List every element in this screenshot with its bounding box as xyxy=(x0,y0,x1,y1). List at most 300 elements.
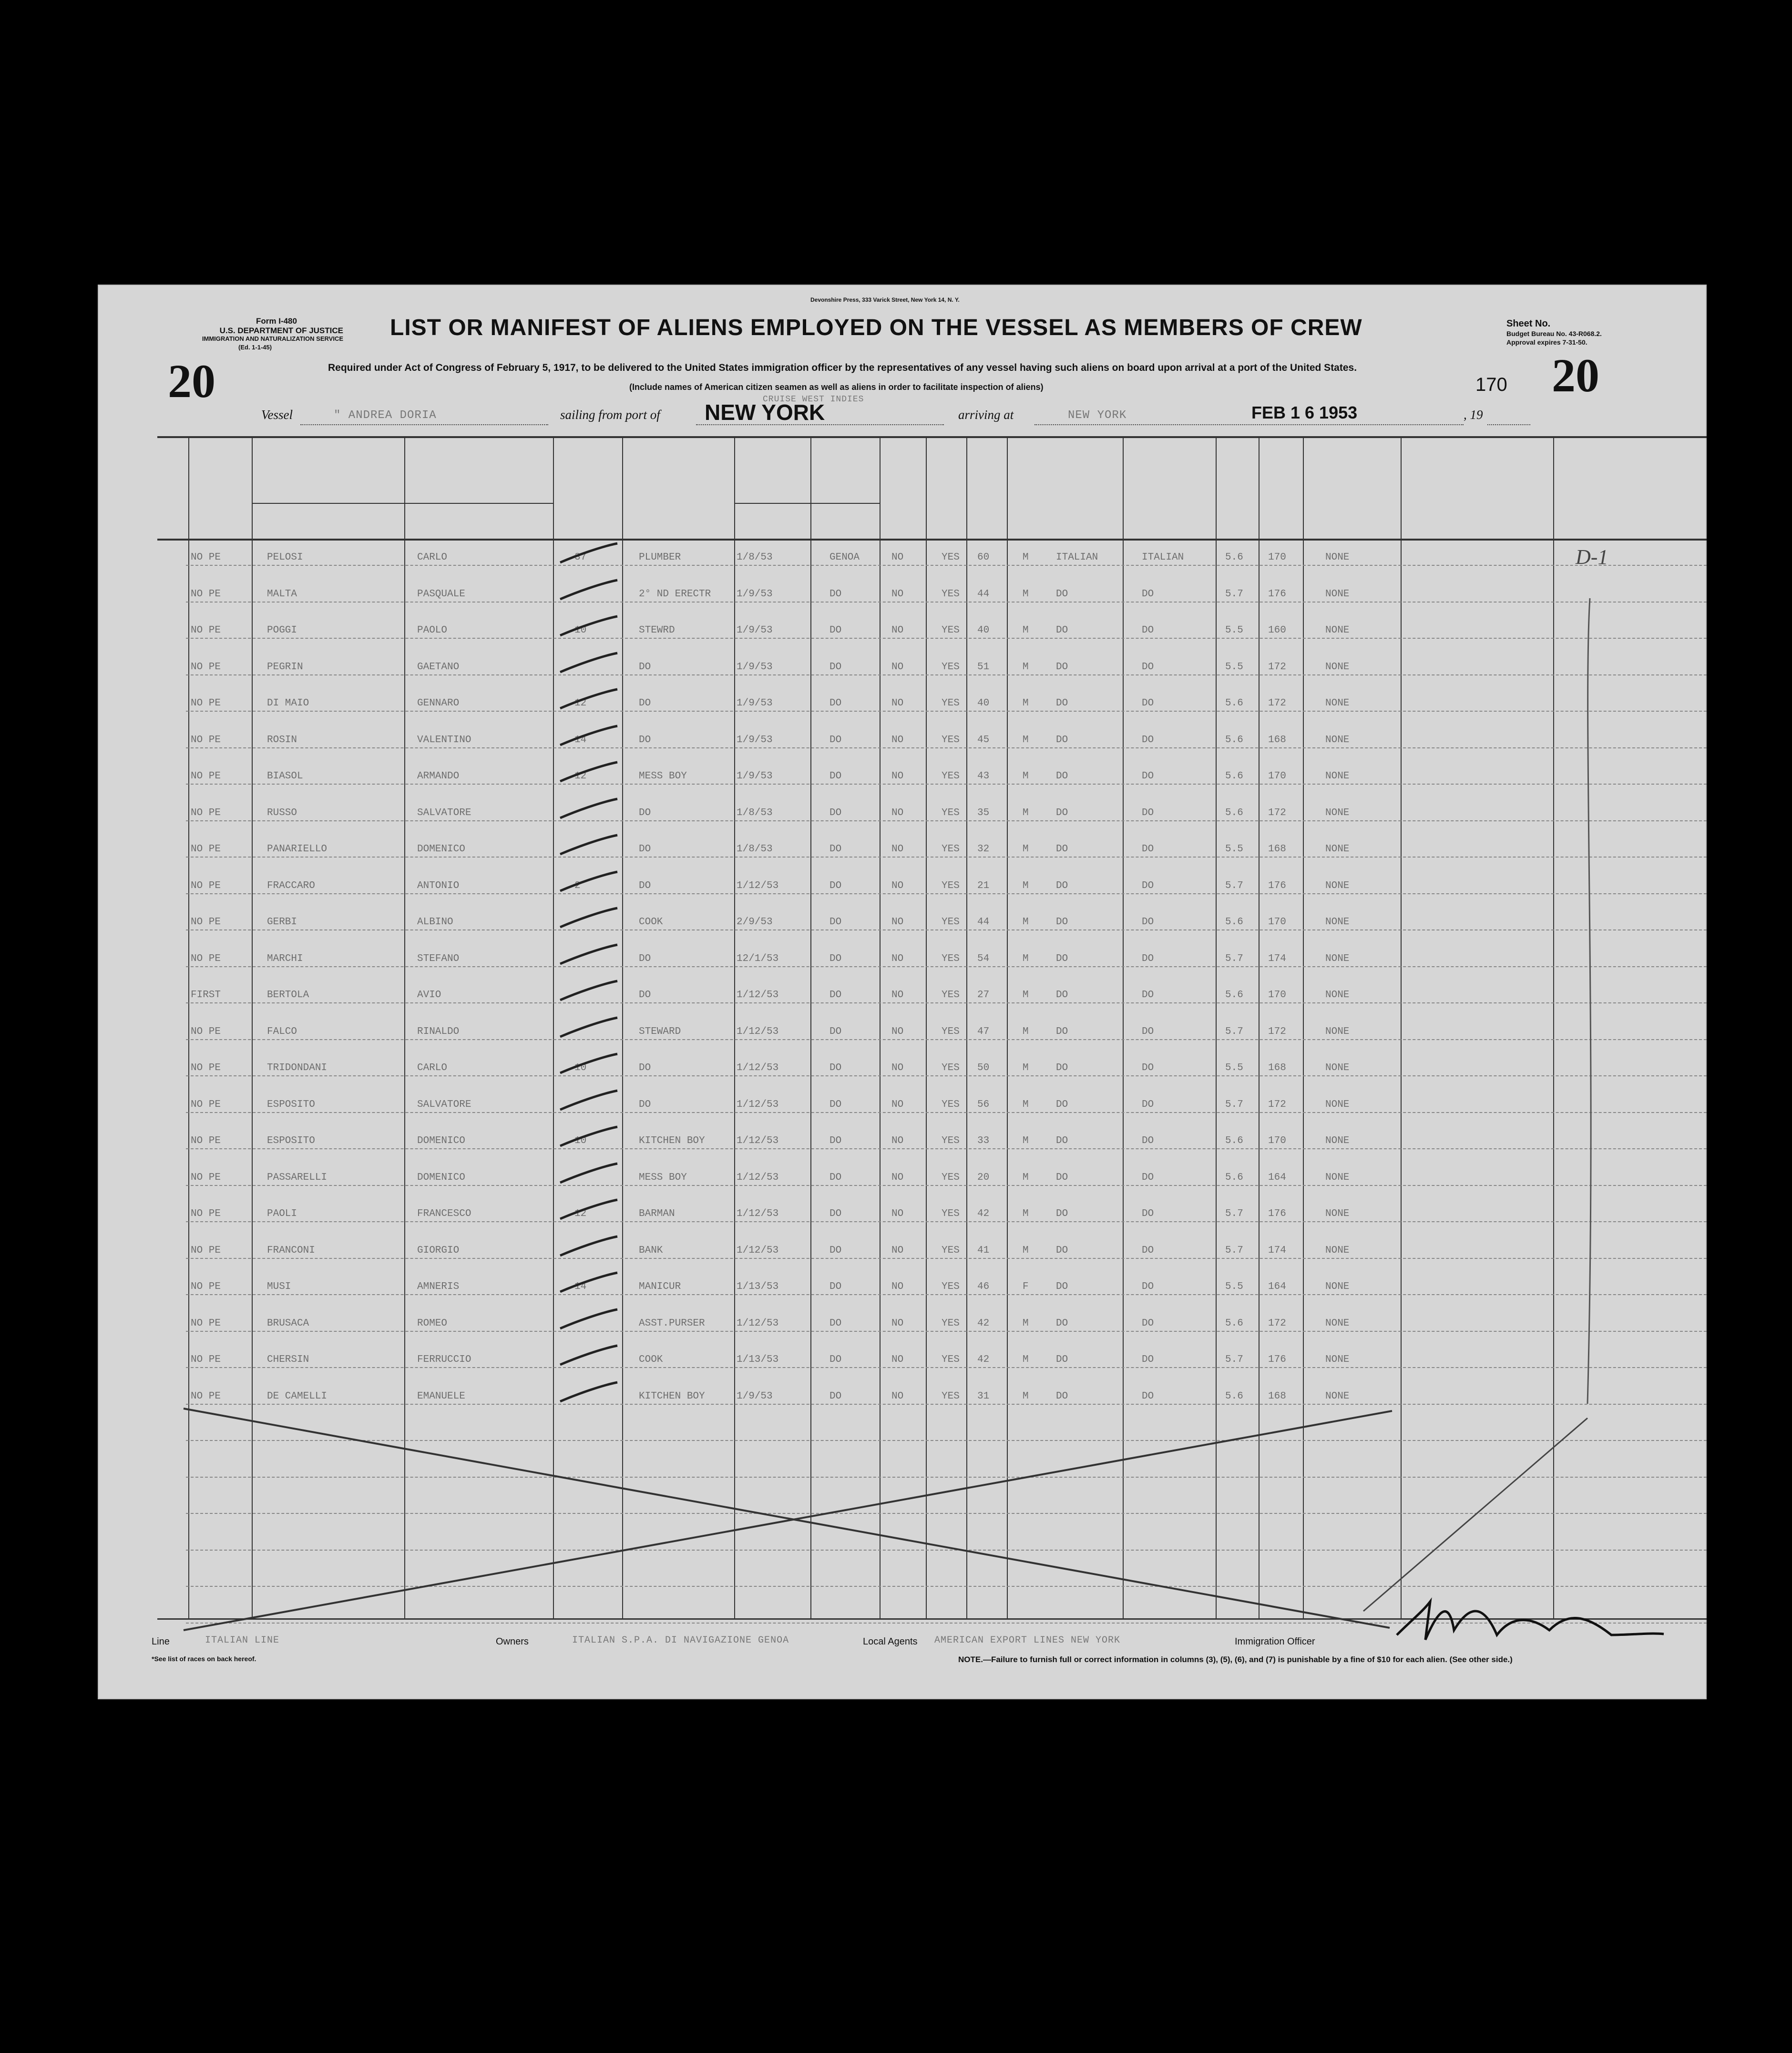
cell-disch: NO xyxy=(891,1390,904,1402)
cell-when: 1/9/53 xyxy=(737,698,773,709)
cell-sex: M xyxy=(1023,1172,1029,1183)
cell-age: 46 xyxy=(977,1281,990,1292)
cell-age: 41 xyxy=(977,1245,990,1256)
cell-marks: NONE xyxy=(1325,1281,1350,1292)
cell-given: ANTONIO xyxy=(417,880,460,891)
cell-position: PLUMBER xyxy=(639,552,681,563)
cell-height: 5.7 xyxy=(1225,1245,1243,1256)
cell-nat: DO xyxy=(1142,917,1154,928)
cell-when: 1/9/53 xyxy=(737,661,773,673)
cell-crew: NO PE xyxy=(191,1390,221,1402)
cell-race: DO xyxy=(1056,1354,1068,1365)
cell-read: YES xyxy=(942,1062,960,1073)
cell-read: YES xyxy=(942,1318,960,1329)
cell-marks: NONE xyxy=(1325,661,1350,673)
cell-sex: M xyxy=(1023,1099,1029,1110)
cell-where: DO xyxy=(829,1099,842,1110)
cell-crew: NO PE xyxy=(191,917,221,928)
cell-sex: M xyxy=(1023,1135,1029,1146)
cell-marks: NONE xyxy=(1325,588,1350,600)
cell-height: 5.5 xyxy=(1225,1281,1243,1292)
cell-family: PELOSI xyxy=(267,552,303,563)
cell-given: VALENTINO xyxy=(417,734,471,746)
cell-disch: NO xyxy=(891,844,904,855)
cell-disch: NO xyxy=(891,552,904,563)
cell-nat: DO xyxy=(1142,625,1154,636)
cell-age: 42 xyxy=(977,1208,990,1219)
cell-nat: ITALIAN xyxy=(1142,552,1184,563)
cell-nat: DO xyxy=(1142,771,1154,782)
cell-weight: 160 xyxy=(1268,625,1286,636)
cell-disch: NO xyxy=(891,1354,904,1365)
cell-weight: 170 xyxy=(1268,552,1286,563)
cell-weight: 164 xyxy=(1268,1281,1286,1292)
races-note: *See list of races on back hereof. xyxy=(152,1655,256,1663)
cell-disch: NO xyxy=(891,807,904,818)
cell-given: ALBINO xyxy=(417,917,453,928)
cell-marks: NONE xyxy=(1325,1026,1350,1037)
cell-disch: NO xyxy=(891,588,904,600)
cell-marks: NONE xyxy=(1325,1208,1350,1219)
cell-weight: 168 xyxy=(1268,1390,1286,1402)
cell-height: 5.6 xyxy=(1225,990,1243,1001)
cell-where: DO xyxy=(829,990,842,1001)
cell-disch: NO xyxy=(891,1208,904,1219)
cell-height: 5.7 xyxy=(1225,1354,1243,1365)
cell-where: GENOA xyxy=(829,552,860,563)
cell-weight: 176 xyxy=(1268,1208,1286,1219)
cell-weight: 172 xyxy=(1268,661,1286,673)
sheet-label: Sheet No. xyxy=(1506,318,1551,329)
cell-where: DO xyxy=(829,1172,842,1183)
cell-position: MESS BOY xyxy=(639,1172,687,1183)
cell-crew: NO PE xyxy=(191,1026,221,1037)
signature xyxy=(1397,1602,1664,1640)
cell-given: CARLO xyxy=(417,1062,448,1073)
cell-height: 5.6 xyxy=(1225,807,1243,818)
cell-age: 43 xyxy=(977,771,990,782)
cell-read: YES xyxy=(942,661,960,673)
cell-weight: 168 xyxy=(1268,844,1286,855)
cell-position: DO xyxy=(639,990,651,1001)
cell-family: MUSI xyxy=(267,1281,291,1292)
cell-given: CARLO xyxy=(417,552,448,563)
cell-family: POGGI xyxy=(267,625,297,636)
cell-age: 27 xyxy=(977,990,990,1001)
cell-nat: DO xyxy=(1142,698,1154,709)
cell-given: DOMENICO xyxy=(417,844,465,855)
cell-crew: NO PE xyxy=(191,953,221,964)
cell-race: DO xyxy=(1056,1390,1068,1402)
cell-where: DO xyxy=(829,1208,842,1219)
cell-sex: M xyxy=(1023,953,1029,964)
cell-where: DO xyxy=(829,807,842,818)
cell-race: DO xyxy=(1056,1062,1068,1073)
cell-weight: 170 xyxy=(1268,990,1286,1001)
cell-weight: 170 xyxy=(1268,771,1286,782)
cell-height: 5.7 xyxy=(1225,588,1243,600)
cell-read: YES xyxy=(942,1099,960,1110)
cell-where: DO xyxy=(829,1026,842,1037)
cell-crew: NO PE xyxy=(191,552,221,563)
cell-given: AVIO xyxy=(417,990,441,1001)
cell-read: YES xyxy=(942,990,960,1001)
cell-crew: NO PE xyxy=(191,1062,221,1073)
cell-sex: M xyxy=(1023,734,1029,746)
cell-read: YES xyxy=(942,1281,960,1292)
cell-age: 56 xyxy=(977,1099,990,1110)
cell-position: COOK xyxy=(639,917,663,928)
arriving-label: arriving at xyxy=(958,408,1014,422)
agents-value: AMERICAN EXPORT LINES NEW YORK xyxy=(934,1635,1121,1646)
cell-height: 5.7 xyxy=(1225,1026,1243,1037)
cell-position: DO xyxy=(639,1099,651,1110)
cell-read: YES xyxy=(942,1026,960,1037)
cell-age: 44 xyxy=(977,917,990,928)
cell-race: DO xyxy=(1056,661,1068,673)
cell-nat: DO xyxy=(1142,1245,1154,1256)
line-label: Line xyxy=(152,1636,170,1647)
cell-read: YES xyxy=(942,552,960,563)
agents-label: Local Agents xyxy=(863,1636,918,1647)
cell-when: 1/12/53 xyxy=(737,1099,779,1110)
cell-family: BIASOL xyxy=(267,771,303,782)
page-number: 170 xyxy=(1475,374,1507,395)
cell-sex: M xyxy=(1023,1245,1029,1256)
cell-given: EMANUELE xyxy=(417,1390,465,1402)
stamp-number-right: 20 xyxy=(1552,349,1599,402)
cell-crew: NO PE xyxy=(191,661,221,673)
cell-race: DO xyxy=(1056,1099,1068,1110)
cell-when: 1/8/53 xyxy=(737,807,773,818)
cell-disch: NO xyxy=(891,1135,904,1146)
cell-marks: NONE xyxy=(1325,1135,1350,1146)
department-name: U.S. DEPARTMENT OF JUSTICE xyxy=(219,326,343,335)
cell-marks: NONE xyxy=(1325,807,1350,818)
cell-weight: 170 xyxy=(1268,1135,1286,1146)
cell-nat: DO xyxy=(1142,1354,1154,1365)
stamp-number-left: 20 xyxy=(168,355,215,408)
cell-read: YES xyxy=(942,1390,960,1402)
cell-crew: NO PE xyxy=(191,1245,221,1256)
cell-sex: M xyxy=(1023,844,1029,855)
cell-weight: 176 xyxy=(1268,1354,1286,1365)
page-subnote: (Include names of American citizen seamen as well as aliens in order to facilitate inspection of aliens) xyxy=(629,382,1044,392)
cell-sex: M xyxy=(1023,1318,1029,1329)
cell-when: 1/12/53 xyxy=(737,1208,779,1219)
cell-age: 21 xyxy=(977,880,990,891)
cell-race: DO xyxy=(1056,1318,1068,1329)
cell-where: DO xyxy=(829,1245,842,1256)
cell-family: GERBI xyxy=(267,917,297,928)
cell-given: STEFANO xyxy=(417,953,460,964)
cell-race: DO xyxy=(1056,1208,1068,1219)
cell-age: 35 xyxy=(977,807,990,818)
cell-race: ITALIAN xyxy=(1056,552,1098,563)
cell-race: DO xyxy=(1056,990,1068,1001)
cell-family: BRUSACA xyxy=(267,1318,309,1329)
cell-given: ROMEO xyxy=(417,1318,448,1329)
cell-service: 10 xyxy=(574,1135,587,1146)
cell-given: GIORGIO xyxy=(417,1245,460,1256)
cell-when: 1/9/53 xyxy=(737,625,773,636)
cell-crew: NO PE xyxy=(191,880,221,891)
cell-height: 5.6 xyxy=(1225,1318,1243,1329)
cell-disch: NO xyxy=(891,1281,904,1292)
cell-read: YES xyxy=(942,625,960,636)
cell-when: 1/9/53 xyxy=(737,1390,773,1402)
cell-sex: M xyxy=(1023,661,1029,673)
cell-position: STEWRD xyxy=(639,625,675,636)
cell-nat: DO xyxy=(1142,953,1154,964)
cell-position: KITCHEN BOY xyxy=(639,1135,705,1146)
cell-sex: M xyxy=(1023,1208,1029,1219)
owners-label: Owners xyxy=(496,1636,529,1647)
cell-family: BERTOLA xyxy=(267,990,309,1001)
cell-disch: NO xyxy=(891,661,904,673)
cell-nat: DO xyxy=(1142,880,1154,891)
cell-where: DO xyxy=(829,1318,842,1329)
cell-when: 1/13/53 xyxy=(737,1281,779,1292)
cell-read: YES xyxy=(942,1135,960,1146)
cell-marks: NONE xyxy=(1325,771,1350,782)
cell-race: DO xyxy=(1056,844,1068,855)
cell-position: DO xyxy=(639,807,651,818)
cell-height: 5.6 xyxy=(1225,1390,1243,1402)
cell-race: DO xyxy=(1056,1281,1068,1292)
cell-service: 12 xyxy=(574,698,587,709)
cell-race: DO xyxy=(1056,1026,1068,1037)
owners-value: ITALIAN S.P.A. DI NAVIGAZIONE GENOA xyxy=(572,1635,789,1646)
cell-height: 5.5 xyxy=(1225,661,1243,673)
cell-where: DO xyxy=(829,1354,842,1365)
cell-where: DO xyxy=(829,917,842,928)
vessel-label: Vessel xyxy=(261,408,293,422)
cell-given: DOMENICO xyxy=(417,1135,465,1146)
cell-family: DE CAMELLI xyxy=(267,1390,328,1402)
cell-race: DO xyxy=(1056,880,1068,891)
cell-height: 5.6 xyxy=(1225,771,1243,782)
cell-nat: DO xyxy=(1142,1208,1154,1219)
cell-crew: NO PE xyxy=(191,1318,221,1329)
officer-label: Immigration Officer xyxy=(1235,1636,1315,1647)
cell-race: DO xyxy=(1056,588,1068,600)
cell-family: PAOLI xyxy=(267,1208,297,1219)
cell-where: DO xyxy=(829,734,842,746)
cell-age: 60 xyxy=(977,552,990,563)
cell-family: FALCO xyxy=(267,1026,297,1037)
inspector-slash xyxy=(1587,598,1591,1404)
cell-given: GAETANO xyxy=(417,661,460,673)
cell-weight: 164 xyxy=(1268,1172,1286,1183)
cell-service: 2 xyxy=(574,880,581,891)
cell-marks: NONE xyxy=(1325,698,1350,709)
cell-weight: 168 xyxy=(1268,734,1286,746)
cell-sex: M xyxy=(1023,917,1029,928)
cell-where: DO xyxy=(829,1135,842,1146)
cell-service: 10 xyxy=(574,625,587,636)
cell-family: DI MAIO xyxy=(267,698,309,709)
cell-nat: DO xyxy=(1142,990,1154,1001)
cell-position: COOK xyxy=(639,1354,663,1365)
cell-given: RINALDO xyxy=(417,1026,460,1037)
cruise-overstamp: CRUISE WEST INDIES xyxy=(763,395,864,404)
form-number: Form I-480 xyxy=(256,317,297,326)
cell-race: DO xyxy=(1056,1245,1068,1256)
cell-crew: NO PE xyxy=(191,771,221,782)
cell-age: 42 xyxy=(977,1318,990,1329)
cell-when: 1/9/53 xyxy=(737,734,773,746)
cell-height: 5.6 xyxy=(1225,734,1243,746)
cell-given: DOMENICO xyxy=(417,1172,465,1183)
cell-position: STEWARD xyxy=(639,1026,681,1037)
cell-read: YES xyxy=(942,771,960,782)
cell-weight: 170 xyxy=(1268,917,1286,928)
cell-sex: M xyxy=(1023,1354,1029,1365)
budget-bureau: Budget Bureau No. 43-R068.2. xyxy=(1506,330,1602,337)
cell-crew: NO PE xyxy=(191,1135,221,1146)
cell-family: CHERSIN xyxy=(267,1354,309,1365)
cell-weight: 174 xyxy=(1268,953,1286,964)
cell-height: 5.5 xyxy=(1225,844,1243,855)
cell-when: 1/8/53 xyxy=(737,844,773,855)
cell-sex: M xyxy=(1023,1390,1029,1402)
cell-age: 54 xyxy=(977,953,990,964)
cell-sex: M xyxy=(1023,990,1029,1001)
cell-given: SALVATORE xyxy=(417,807,471,818)
cell-position: DO xyxy=(639,698,651,709)
cell-crew: NO PE xyxy=(191,807,221,818)
cell-disch: NO xyxy=(891,990,904,1001)
cell-height: 5.6 xyxy=(1225,1135,1243,1146)
cell-age: 40 xyxy=(977,698,990,709)
cell-race: DO xyxy=(1056,771,1068,782)
inspector-slash xyxy=(1363,1418,1587,1611)
penalty-note: NOTE.—Failure to furnish full or correct information in columns (3), (5), (6), and (7) is punishable by a fine of $10 for each alien. (See other side.) xyxy=(958,1655,1513,1664)
cell-read: YES xyxy=(942,734,960,746)
cell-age: 42 xyxy=(977,1354,990,1365)
cell-service: 10 xyxy=(574,1062,587,1073)
cell-height: 5.6 xyxy=(1225,1172,1243,1183)
cell-position: MANICUR xyxy=(639,1281,681,1292)
cell-where: DO xyxy=(829,844,842,855)
cell-age: 31 xyxy=(977,1390,990,1402)
cell-position: 2° ND ERECTR xyxy=(639,588,711,600)
cell-race: DO xyxy=(1056,625,1068,636)
cell-family: FRANCONI xyxy=(267,1245,315,1256)
cell-service: 12 xyxy=(574,1208,587,1219)
cell-when: 1/12/53 xyxy=(737,1062,779,1073)
cell-age: 33 xyxy=(977,1135,990,1146)
cell-disch: NO xyxy=(891,1099,904,1110)
cell-marks: NONE xyxy=(1325,1245,1350,1256)
cell-given: FRANCESCO xyxy=(417,1208,471,1219)
cell-when: 1/12/53 xyxy=(737,1172,779,1183)
cell-position: DO xyxy=(639,880,651,891)
cell-family: MARCHI xyxy=(267,953,303,964)
cell-weight: 168 xyxy=(1268,1062,1286,1073)
cell-marks: NONE xyxy=(1325,1318,1350,1329)
cell-given: AMNERIS xyxy=(417,1281,460,1292)
cell-family: PEGRIN xyxy=(267,661,303,673)
cell-given: SALVATORE xyxy=(417,1099,471,1110)
cell-marks: NONE xyxy=(1325,1354,1350,1365)
cell-height: 5.5 xyxy=(1225,1062,1243,1073)
cell-race: DO xyxy=(1056,734,1068,746)
cell-weight: 172 xyxy=(1268,807,1286,818)
cell-when: 1/12/53 xyxy=(737,1318,779,1329)
cell-sex: M xyxy=(1023,552,1029,563)
cell-marks: NONE xyxy=(1325,990,1350,1001)
cell-when: 1/12/53 xyxy=(737,880,779,891)
cell-given: ARMANDO xyxy=(417,771,460,782)
cell-family: RUSSO xyxy=(267,807,297,818)
cell-given: PASQUALE xyxy=(417,588,465,600)
cell-disch: NO xyxy=(891,880,904,891)
cell-age: 45 xyxy=(977,734,990,746)
cell-marks: NONE xyxy=(1325,844,1350,855)
cell-read: YES xyxy=(942,698,960,709)
cell-position: DO xyxy=(639,844,651,855)
cell-where: DO xyxy=(829,1390,842,1402)
cell-age: 51 xyxy=(977,661,990,673)
cell-weight: 174 xyxy=(1268,1245,1286,1256)
cell-height: 5.7 xyxy=(1225,953,1243,964)
page-subtitle: Required under Act of Congress of February 5, 1917, to be delivered to the United States immigration officer by the representatives of any vessel having such aliens on board upon arrival at a port of the United States. xyxy=(328,362,1357,373)
cell-sex: M xyxy=(1023,625,1029,636)
cell-weight: 172 xyxy=(1268,1026,1286,1037)
cell-crew: NO PE xyxy=(191,1354,221,1365)
cell-position: DO xyxy=(639,661,651,673)
cell-when: 2/9/53 xyxy=(737,917,773,928)
cell-family: MALTA xyxy=(267,588,297,600)
cell-height: 5.6 xyxy=(1225,698,1243,709)
cell-where: DO xyxy=(829,588,842,600)
cell-crew: NO PE xyxy=(191,844,221,855)
cell-family: ESPOSITO xyxy=(267,1099,315,1110)
cell-crew: NO PE xyxy=(191,1281,221,1292)
cell-height: 5.7 xyxy=(1225,880,1243,891)
cell-family: PANARIELLO xyxy=(267,844,328,855)
cell-crew: NO PE xyxy=(191,1172,221,1183)
cell-marks: NONE xyxy=(1325,552,1350,563)
cell-crew: NO PE xyxy=(191,1208,221,1219)
cell-disch: NO xyxy=(891,698,904,709)
cell-height: 5.7 xyxy=(1225,1208,1243,1219)
cell-race: DO xyxy=(1056,807,1068,818)
cell-nat: DO xyxy=(1142,1172,1154,1183)
printer-line: Devonshire Press, 333 Varick Street, New York 14, N. Y. xyxy=(810,296,960,303)
cell-nat: DO xyxy=(1142,1135,1154,1146)
cell-sex: M xyxy=(1023,698,1029,709)
cell-marks: NONE xyxy=(1325,734,1350,746)
cell-disch: NO xyxy=(891,1318,904,1329)
arriving-port: NEW YORK xyxy=(1068,409,1127,422)
year-label: , 19 xyxy=(1464,408,1483,422)
cell-race: DO xyxy=(1056,917,1068,928)
cross-out-line xyxy=(184,1409,1390,1628)
cell-sex: M xyxy=(1023,880,1029,891)
cell-sex: M xyxy=(1023,588,1029,600)
cell-weight: 176 xyxy=(1268,880,1286,891)
cell-service: 14 xyxy=(574,1281,587,1292)
cell-crew: FIRST xyxy=(191,990,221,1001)
line-value: ITALIAN LINE xyxy=(205,1635,280,1646)
cell-read: YES xyxy=(942,588,960,600)
cell-read: YES xyxy=(942,1354,960,1365)
sailing-port: NEW YORK xyxy=(705,400,825,425)
cell-disch: NO xyxy=(891,734,904,746)
